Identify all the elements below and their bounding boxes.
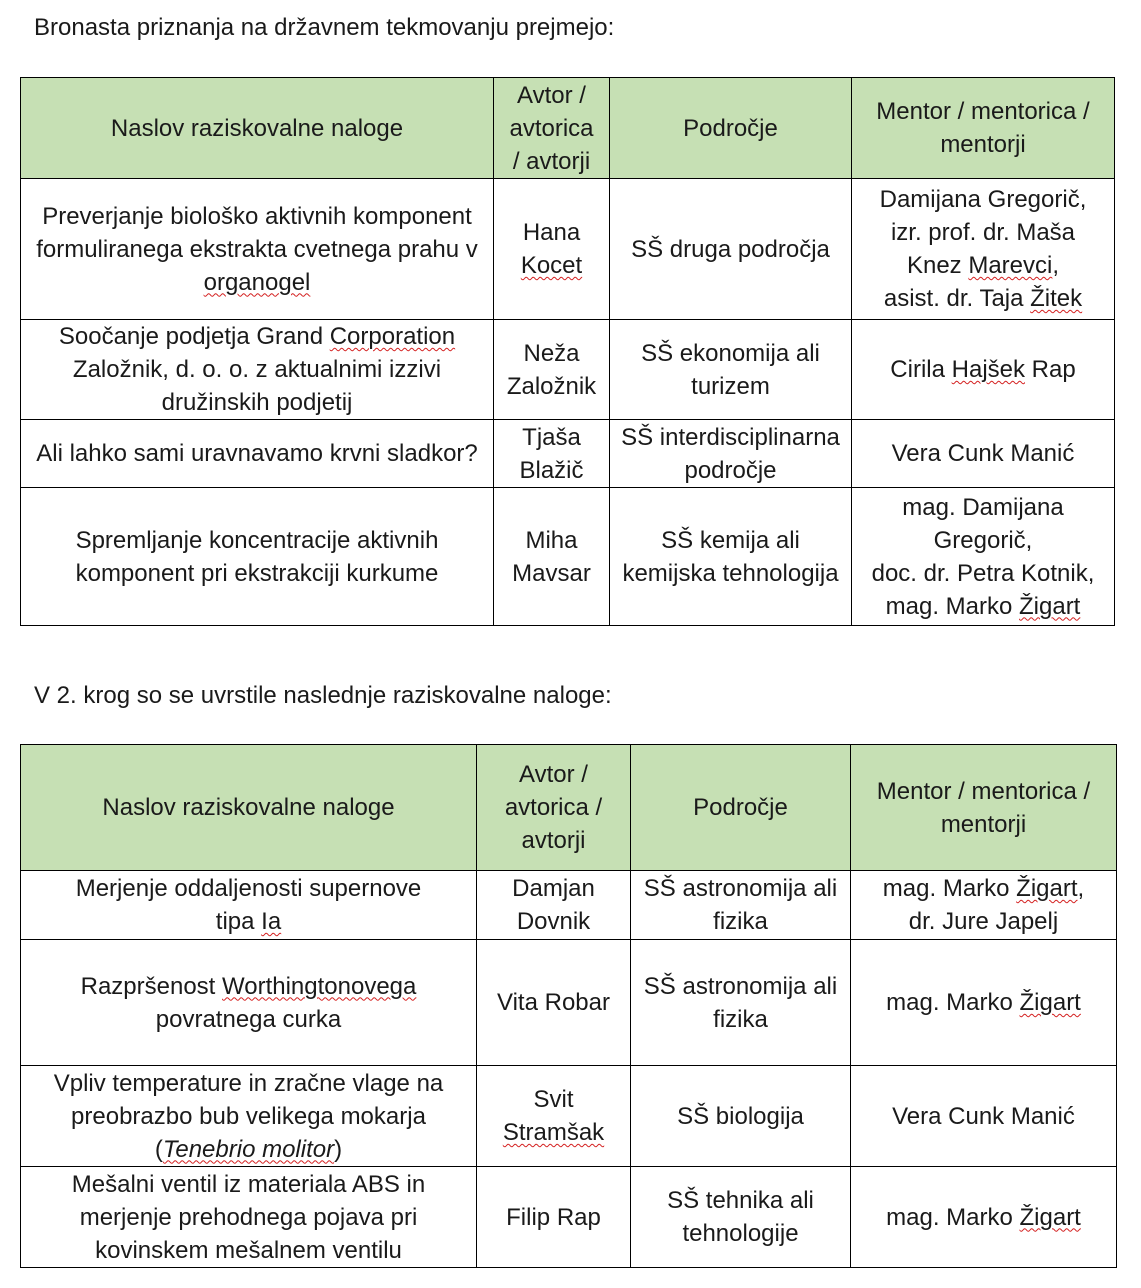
cell-field: SŠ tehnika ali tehnologije bbox=[631, 1167, 851, 1268]
cell-field: SŠ kemija ali kemijska tehnologija bbox=[610, 488, 852, 626]
table-row bbox=[21, 940, 1117, 1066]
cell-mentor: Vera Cunk Manić bbox=[851, 1066, 1117, 1167]
table-header-row bbox=[21, 745, 1117, 871]
cell-title: Mešalni ventil iz materiala ABS in merjenje prehodnega pojava pri kovinskem mešalnem ventilu bbox=[21, 1167, 477, 1268]
header-field: Področje bbox=[610, 78, 852, 179]
cell-title: Merjenje oddaljenosti supernove tipa Ia bbox=[21, 871, 477, 940]
cell-mentor: mag. Damijana Gregorič, doc. dr. Petra Kotnik, mag. Marko Žigart bbox=[852, 488, 1115, 626]
header-mentor: Mentor / mentorica / mentorji bbox=[852, 78, 1115, 179]
section1-heading: Bronasta priznanja na državnem tekmovanju prejmejo: bbox=[34, 14, 615, 41]
table-row bbox=[21, 320, 1115, 420]
cell-author: Filip Rap bbox=[477, 1167, 631, 1268]
cell-title: Spremljanje koncentracije aktivnih komponent pri ekstrakciji kurkume bbox=[21, 488, 494, 626]
header-author: Avtor / avtorica / avtorji bbox=[494, 78, 610, 179]
cell-title: Preverjanje biološko aktivnih komponent formuliranega ekstrakta cvetnega prahu v organogel bbox=[21, 179, 494, 320]
header-title: Naslov raziskovalne naloge bbox=[21, 745, 477, 871]
header-author: Avtor / avtorica / avtorji bbox=[477, 745, 631, 871]
table-row bbox=[21, 488, 1115, 626]
cell-field: SŠ ekonomija ali turizem bbox=[610, 320, 852, 420]
table-row bbox=[21, 420, 1115, 488]
cell-author: Vita Robar bbox=[477, 940, 631, 1066]
cell-author: Damjan Dovnik bbox=[477, 871, 631, 940]
table-row bbox=[21, 1066, 1117, 1167]
section2-heading: V 2. krog so se uvrstile naslednje raziskovalne naloge: bbox=[34, 682, 612, 709]
cell-author: Neža Založnik bbox=[494, 320, 610, 420]
cell-mentor: mag. Marko Žigart bbox=[851, 1167, 1117, 1268]
table-row bbox=[21, 871, 1117, 940]
cell-author: Hana Kocet bbox=[494, 179, 610, 320]
cell-field: SŠ astronomija ali fizika bbox=[631, 940, 851, 1066]
header-mentor: Mentor / mentorica / mentorji bbox=[851, 745, 1117, 871]
table-header-row bbox=[21, 78, 1115, 179]
cell-mentor: Cirila Hajšek Rap bbox=[852, 320, 1115, 420]
cell-mentor: mag. Marko Žigart, dr. Jure Japelj bbox=[851, 871, 1117, 940]
cell-field: SŠ druga področja bbox=[610, 179, 852, 320]
header-field: Področje bbox=[631, 745, 851, 871]
cell-field: SŠ astronomija ali fizika bbox=[631, 871, 851, 940]
table-row bbox=[21, 179, 1115, 320]
cell-mentor: Vera Cunk Manić bbox=[852, 420, 1115, 488]
cell-author: Miha Mavsar bbox=[494, 488, 610, 626]
table-row bbox=[21, 1167, 1117, 1268]
cell-field: SŠ interdisciplinarna področje bbox=[610, 420, 852, 488]
cell-author: Svit Stramšak bbox=[477, 1066, 631, 1167]
cell-title: Razpršenost Worthingtonovega povratnega curka bbox=[21, 940, 477, 1066]
cell-author: Tjaša Blažič bbox=[494, 420, 610, 488]
cell-title: Vpliv temperature in zračne vlage na preobrazbo bub velikega mokarja (Tenebrio molitor) bbox=[21, 1066, 477, 1167]
bronze-awards-table bbox=[20, 77, 1115, 626]
cell-field: SŠ biologija bbox=[631, 1066, 851, 1167]
second-round-table bbox=[20, 744, 1117, 1268]
cell-mentor: Damijana Gregorič, izr. prof. dr. Maša Knez Marevci, asist. dr. Taja Žitek bbox=[852, 179, 1115, 320]
cell-mentor: mag. Marko Žigart bbox=[851, 940, 1117, 1066]
header-title: Naslov raziskovalne naloge bbox=[21, 78, 494, 179]
cell-title: Soočanje podjetja Grand Corporation Založnik, d. o. o. z aktualnimi izzivi družinskih podjetij bbox=[21, 320, 494, 420]
cell-title: Ali lahko sami uravnavamo krvni sladkor? bbox=[21, 420, 494, 488]
